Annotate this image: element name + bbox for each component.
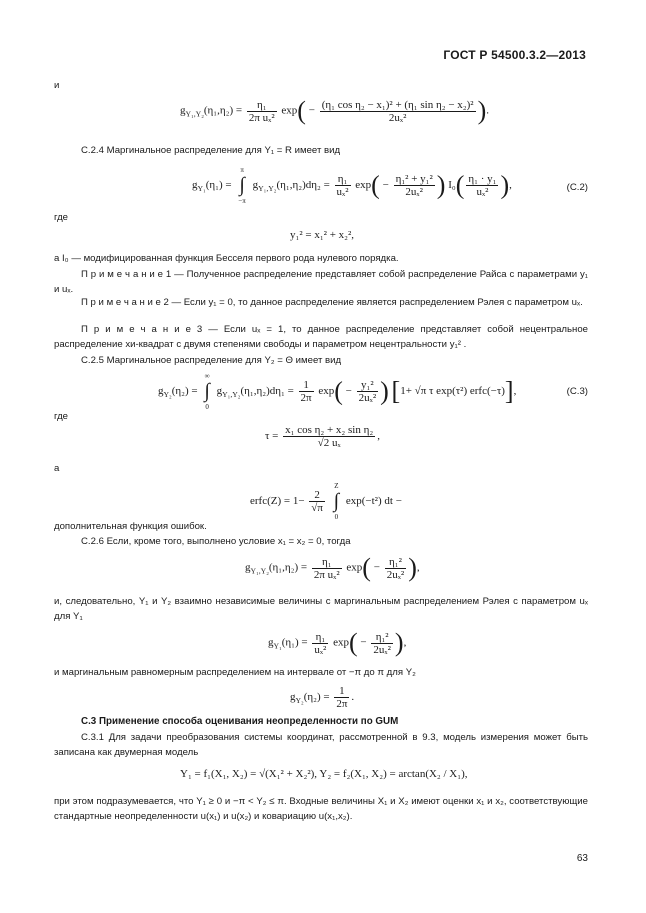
note-1: П р и м е ч а н и е 1 — Полученное распределение представляет собой распределение Райса с параметрами y₁ и uₓ. <box>54 269 588 295</box>
formula-marginal-y2: $g_{Y_2}(\eta_2)$ = ∞ ∫ 0 $g_{Y_1,Y_2}(\eta_1,\eta_2)d\eta_1$ = $\frac{1}{2\pi}$ exp( − $\frac{\text{y₁²}}{\text{2uₓ²}}$ ) [1+ √π τ exp(τ²) erfc(−τ)], <box>158 372 517 411</box>
word-and: и <box>54 80 60 91</box>
note-2: П р и м е ч а н и е 2 — Если y₁ = 0, то данное распределение является распределением Рэлея с параметром uₓ. <box>81 297 583 308</box>
page-number: 63 <box>576 853 588 864</box>
paragraph-c31: С.3.1 Для задачи преобразования системы координат, рассмотренной в 9.3, модель измерения может быть записана как двумерная модель <box>54 732 588 758</box>
section-heading-c3: С.3 Применение способа оценивания неопределенности по GUM <box>81 716 399 727</box>
paragraph-c26: С.2.6 Если, кроме того, выполнено условие x₁ = x₂ = 0, тогда <box>81 536 351 547</box>
paragraph-erf-definition: дополнительная функция ошибок. <box>54 521 207 532</box>
formula-joint-density: $g_{Y_1,Y_2}(\eta_1,\eta_2)$ = $\frac{\text{η₁}}{\text{2π uₓ²}}$ exp( − $\frac{\text{(η₁ cos η₂ − x₁)² + (η₁ sin η₂ − x₂)²}}{\text{2uₓ²}}$ ). <box>180 96 489 125</box>
paragraph-consequently: и, следовательно, Y₁ и Y₂ взаимно независимые величины с маргинальным распределением Рэлея с параметром uₓ для Y₁ <box>54 596 588 622</box>
word-where-2: где <box>54 411 69 422</box>
formula-y1-squared: y₁² = x₁² + x₂², <box>290 229 355 241</box>
formula-rayleigh: $g_{Y_1}(\eta_1)$ = $\frac{\text{η₁}}{\text{uₓ²}}$ exp( − $\frac{\text{η₁²}}{\text{2uₓ²}}$ ), <box>268 628 407 657</box>
formula-uniform: $g_{Y_2}(\eta_2)$ = $\frac{1}{2\pi}$ . <box>290 685 355 710</box>
formula-measurement-model: Y₁ = f₁(X₁, X₂) = √(X₁² + X₂²), Y₂ = f₂(X₁, X₂) = arctan(X₂ / X₁), <box>180 768 468 780</box>
formula-joint-density-zero: $g_{Y_1,Y_2}(\eta_1,\eta_2)$ = $\frac{\text{η₁}}{\text{2π uₓ²}}$ exp( − $\frac{\text{η₁²}}{\text{2uₓ²}}$ ), <box>245 553 420 582</box>
paragraph-uniform: и маргинальным равномерным распределением на интервале от −π до π для Y₂ <box>54 667 416 678</box>
document-header: ГОСТ Р 54500.3.2—2013 <box>443 48 586 62</box>
word-where: где <box>54 212 69 223</box>
formula-marginal-y1: $g_{Y_1}(\eta_1)$ = π ∫ −π $g_{Y_1,Y_2}(\eta_1,\eta_2)d\eta_2$ = $\frac{\text{η₁}}{\text{uₓ²}}$ exp( − $\frac{\text{η₁² + y₁²}}{\text{2uₓ²}}$ ) I₀( $\frac{\text{η₁ · y₁}}{\text{uₓ²}}$ ), <box>192 166 512 205</box>
equation-number-c3: (С.3) <box>566 386 588 397</box>
word-a: а <box>54 463 60 474</box>
formula-erfc: erfc(Z) = 1− $\frac{2}{√\pi}$ Z ∫ 0 exp(−t²) dt − <box>250 482 402 521</box>
paragraph-implies: при этом подразумевается, что Y₁ ≥ 0 и −π < Y₂ ≤ π. Входные величины X₁ и X₂ имеют оценки x₁ и x₂, соответствующие стандартные неопределенности u(x₁) и u(x₂) и ковариацию u(x₁,x₂). <box>54 796 588 822</box>
paragraph-bessel: а I₀ — модифицированная функция Бесселя первого рода нулевого порядка. <box>54 253 399 264</box>
equation-number-c2: (С.2) <box>566 182 588 193</box>
formula-tau: τ = $\frac{\text{x₁ cos η₂ + x₂ sin η₂}}{\text{√2 uₓ}}$ , <box>265 424 380 449</box>
note-3: П р и м е ч а н и е 3 — Если uₓ = 1, то данное распределение представляет собой нецентральное распределение хи-квадрат с двумя степенями свободы и параметром нецентральности y₁² . <box>54 324 588 350</box>
paragraph-c24: С.2.4 Маргинальное распределение для Y₁ = R имеет вид <box>81 145 341 156</box>
paragraph-c25: С.2.5 Маргинальное распределение для Y₂ = Θ имеет вид <box>81 355 342 366</box>
